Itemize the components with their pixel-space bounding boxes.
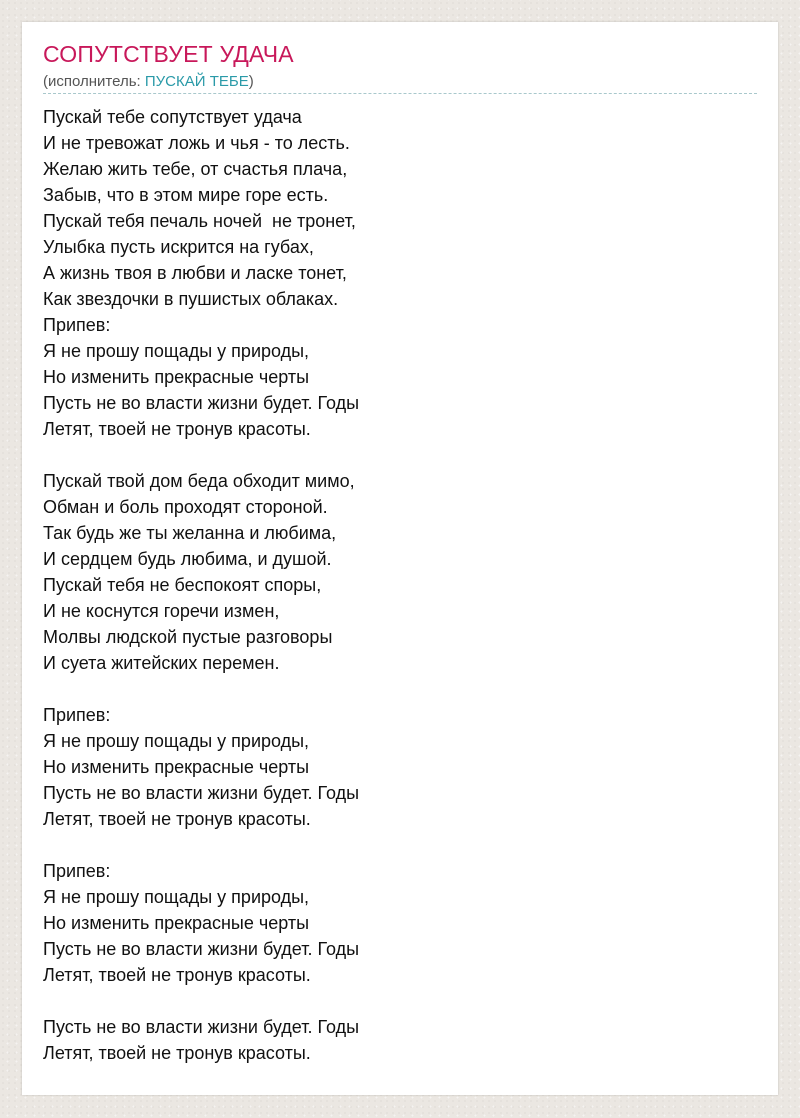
lyric-line: Я не прошу пощады у природы, (43, 341, 310, 361)
lyric-line: Летят, твоей не тронув красоты. (43, 419, 311, 439)
lyric-line: Забыв, что в этом мире горе есть. (43, 185, 329, 205)
lyric-line: Обман и боль проходят стороной. (43, 497, 328, 517)
lyric-line: Припев: (43, 861, 111, 881)
lyric-line: Желаю жить тебе, от счастья плача, (43, 159, 348, 179)
lyric-blank-line (43, 988, 757, 1014)
title-divider (43, 93, 757, 94)
lyric-line: И сердцем будь любима, и душой. (43, 549, 332, 569)
lyric-line: Пускай тебе сопутствует удача (43, 107, 302, 127)
lyric-line: Я не прошу пощады у природы, (43, 887, 310, 907)
lyric-line: Но изменить прекрасные черты (43, 367, 310, 387)
lyric-line: Пусть не во власти жизни будет. Годы (43, 1017, 360, 1037)
artist-suffix: ) (248, 73, 254, 90)
lyric-line: Припев: (43, 315, 111, 335)
lyric-blank-line (43, 442, 757, 468)
lyric-blank-line (43, 832, 757, 858)
artist-link[interactable]: ПУСКАЙ ТЕБЕ (144, 73, 249, 90)
lyric-line: Пусть не во власти жизни будет. Годы (43, 783, 360, 803)
lyric-line: Летят, твоей не тронув красоты. (43, 809, 311, 829)
lyric-line: Пускай тебя печаль ночей не тронет, (43, 211, 356, 231)
lyric-line: Так будь же ты желанна и любима, (43, 523, 337, 543)
lyric-line: Улыбка пусть искрится на губах, (43, 237, 314, 257)
lyrics-card (22, 22, 778, 1095)
lyric-line: Молвы людской пустые разговоры (43, 627, 333, 647)
lyric-line: Пускай твой дом беда обходит мимо, (43, 471, 355, 491)
lyric-line: Пусть не во власти жизни будет. Годы (43, 939, 360, 959)
song-title: СОПУТСТВУЕТ УДАЧА (43, 41, 294, 67)
lyric-line: Но изменить прекрасные черты (43, 913, 310, 933)
lyric-line: Припев: (43, 705, 111, 725)
lyric-line: Я не прошу пощады у природы, (43, 731, 310, 751)
lyric-blank-line (43, 676, 757, 702)
artist-prefix: (исполнитель: (43, 73, 145, 90)
lyric-line: И не тревожат ложь и чья - то лесть. (43, 133, 350, 153)
lyric-line: Летят, твоей не тронув красоты. (43, 1043, 311, 1063)
lyric-line: Но изменить прекрасные черты (43, 757, 310, 777)
lyric-line: Как звездочки в пушистых облаках. (43, 289, 339, 309)
lyric-line: И не коснутся горечи измен, (43, 601, 280, 621)
lyric-line: И суета житейских перемен. (43, 653, 280, 673)
lyric-line: Летят, твоей не тронув красоты. (43, 965, 311, 985)
lyric-line: Пусть не во власти жизни будет. Годы (43, 393, 360, 413)
lyric-line: Пускай тебя не беспокоят споры, (43, 575, 322, 595)
lyrics-text (43, 104, 757, 1066)
lyric-line: А жизнь твоя в любви и ласке тонет, (43, 263, 347, 283)
artist-line (43, 73, 254, 90)
